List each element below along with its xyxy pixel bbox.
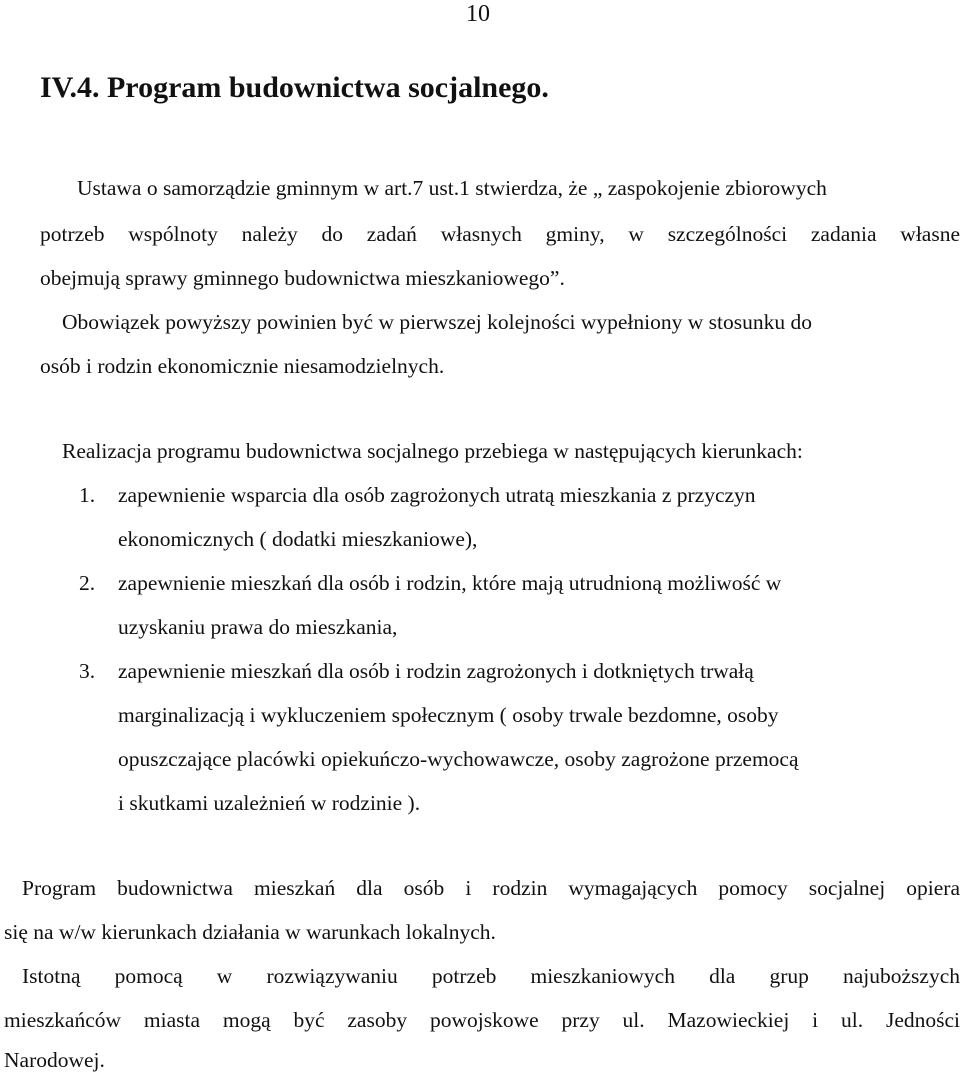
page-number: 10 xyxy=(466,1,490,27)
intro-line: Ustawa o samorządzie gminnym w art.7 ust.1 stwierdza, że „ zaspokojenie zbiorowych xyxy=(77,176,827,200)
list-item-line: ekonomicznych ( dodatki mieszkaniowe), xyxy=(118,527,478,551)
list-item-line: opuszczające placówki opiekuńczo-wychowawcze, osoby zagrożone przemocą xyxy=(118,747,799,771)
list-item-line: zapewnienie mieszkań dla osób i rodzin, które mają utrudnioną możliwość w xyxy=(118,571,782,595)
military-line: Istotną pomocą w rozwiązywaniu potrzeb mieszkaniowych dla grup najuboższych xyxy=(22,964,960,988)
program-line: Program budownictwa mieszkań dla osób i rodzin wymagających pomocy socjalnej opiera xyxy=(22,876,960,900)
list-item-number: 1. xyxy=(79,483,96,507)
list-item-line: zapewnienie mieszkań dla osób i rodzin zagrożonych i dotkniętych trwałą xyxy=(118,659,754,683)
intro-line: osób i rodzin ekonomicznie niesamodzielnych. xyxy=(40,354,445,378)
intro-line: Obowiązek powyższy powinien być w pierwszej kolejności wypełniony w stosunku do xyxy=(62,310,812,334)
military-line: mieszkańców miasta mogą być zasoby powojskowe przy ul. Mazowieckiej i ul. Jedności xyxy=(4,1008,960,1032)
list-item-line: i skutkami uzależnień w rodzinie ). xyxy=(118,791,421,815)
program-line: się na w/w kierunkach działania w warunkach lokalnych. xyxy=(4,920,496,944)
list-item-line: zapewnienie wsparcia dla osób zagrożonych utratą mieszkania z przyczyn xyxy=(118,483,756,507)
section-heading: IV.4. Program budownictwa socjalnego. xyxy=(40,71,549,104)
military-line: Narodowej. xyxy=(4,1048,105,1072)
realization-intro: Realizacja programu budownictwa socjalnego przebiega w następujących kierunkach: xyxy=(62,439,803,463)
intro-line: potrzeb wspólnoty należy do zadań własnych gminy, w szczególności zadania własne xyxy=(40,222,960,246)
list-item-number: 3. xyxy=(79,659,96,683)
intro-line: obejmują sprawy gminnego budownictwa mieszkaniowego”. xyxy=(40,266,565,290)
list-item-line: marginalizacją i wykluczeniem społecznym ( osoby trwale bezdomne, osoby xyxy=(118,703,779,727)
list-item-number: 2. xyxy=(79,571,96,595)
list-item-line: uzyskaniu prawa do mieszkania, xyxy=(118,615,398,639)
